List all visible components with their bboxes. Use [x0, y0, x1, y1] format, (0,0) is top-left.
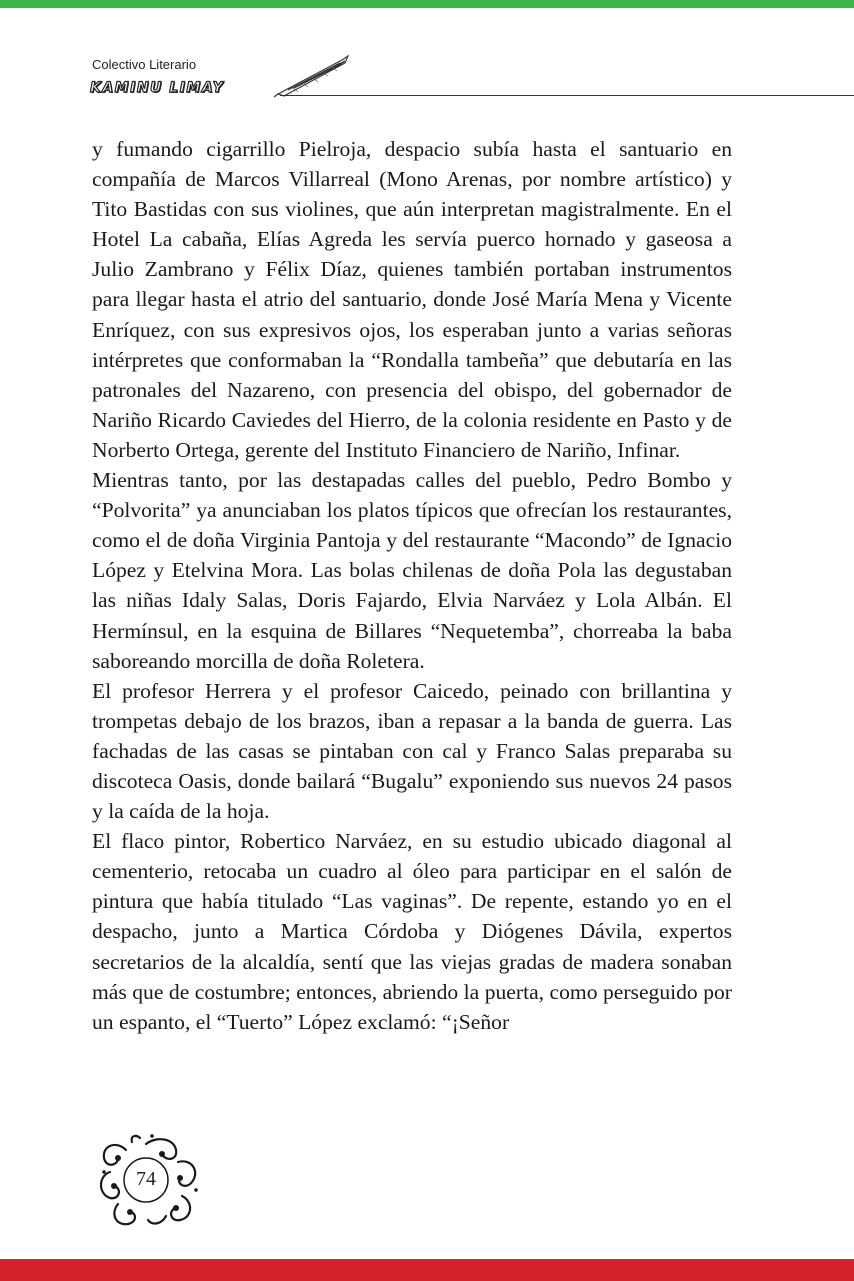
header-brand-logo: KAMINU LIMAY	[90, 80, 225, 96]
bottom-color-bar	[0, 1259, 854, 1281]
paragraph: Mientras tanto, por las destapadas calles del pueblo, Pedro Bombo y “Polvorita” ya anunciaban los platos típicos que ofrecían los restaurantes, como el de doña Virginia Pantoja y del restaurante “Macondo” de Ignacio López y Etelvina Mora. Las bolas chilenas de doña Pola las degustaban las niñas Idaly Salas, Doris Fajardo, Elvia Narváez y Lola Albán. El Hermínsul, en la esquina de Billares “Nequetemba”, chorreaba la baba saboreando morcilla de doña Roletera.	[92, 468, 732, 673]
top-color-bar	[0, 0, 854, 8]
paragraph: y fumando cigarrillo Pielroja, despacio subía hasta el santuario en compañía de Marcos Villarreal (Mono Arenas, por nombre artístico) y Tito Bastidas con sus violines, que aún interpretan magistralmente. En el Hotel La cabaña, Elías Agreda les servía puerco hornado y gaseosa a Julio Zambrano y Félix Díaz, quienes también portaban instrumentos para llegar hasta el atrio del santuario, donde José María Mena y Vicente Enríquez, con sus expresivos ojos, los esperaban junto a varias señoras intérpretes que conformaban la “Rondalla tambeña” que debutaría en las patronales del Nazareno, con presencia del obispo, del gobernador de Nariño Ricardo Caviedes del Hierro, de la colonia residente en Pasto y de Norberto Ortega, gerente del Instituto Financiero de Nariño, Infinar.	[92, 137, 732, 462]
header-collective-label: Colectivo Literario	[92, 57, 197, 72]
paragraph: El flaco pintor, Robertico Narváez, en su estudio ubicado diagonal al cementerio, retocaba un cuadro al óleo para participar en el salón de pintura que había titulado “Las vaginas”. De repente, estando yo en el despacho, junto a Martica Córdoba y Diógenes Dávila, expertos secretarios de la alcaldía, sentí que las viejas gradas de madera sonaban más que de costumbre; entonces, abriendo la puerta, como perseguido por un espanto, el “Tuerto” López exclamó: “¡Señor	[92, 829, 732, 1034]
page-number: 74	[136, 1168, 156, 1190]
paragraph: El profesor Herrera y el profesor Caicedo, peinado con brillantina y trompetas debajo de los brazos, iban a repasar a la banda de guerra. Las fachadas de las casas se pintaban con cal y Franco Salas preparaba su discoteca Oasis, donde bailará “Bugalu” exponiendo sus nuevos 24 pasos y la caída de la hoja.	[92, 678, 732, 824]
pen-nib-icon	[272, 52, 352, 98]
body-text	[92, 134, 732, 1037]
header-rule	[280, 95, 854, 96]
